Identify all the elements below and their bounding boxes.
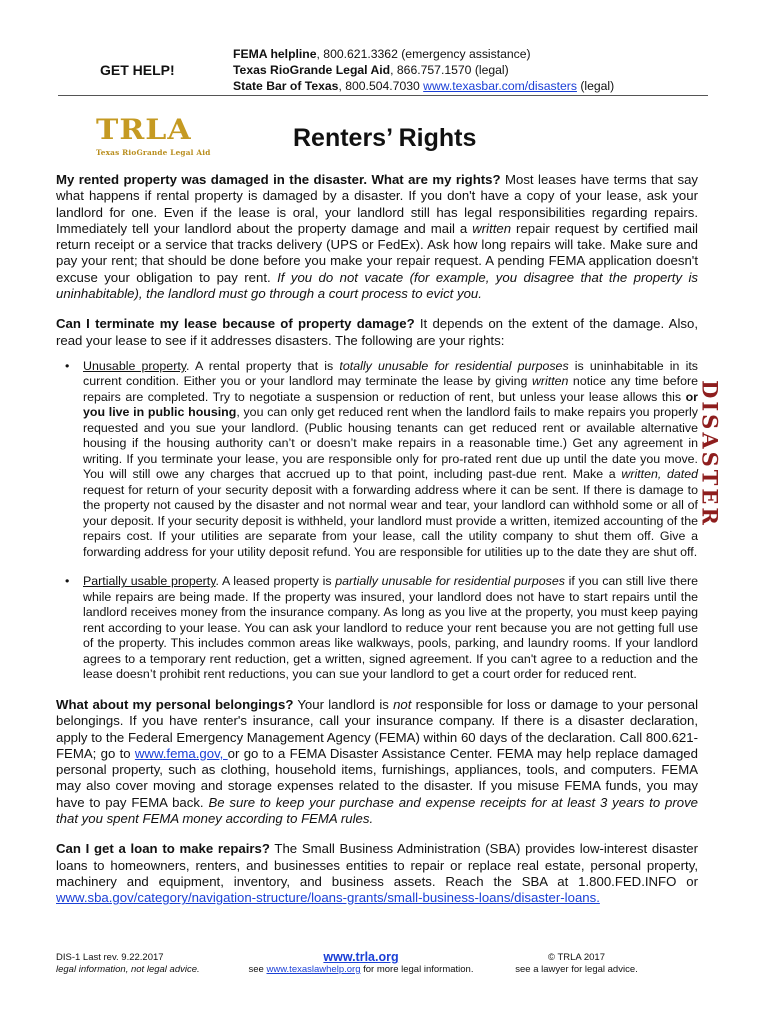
belongings-text-3: or go to a FEMA Disaster Assistance Center. FEMA may help replace damaged personal property, such as clothing, household items, furnishings, appliances, tools, and computers. FEMA may also cover moving and storage expenses related to the disaster. If you misuse FEMA funds, you may have to pay FEMA back.	[56, 745, 698, 810]
footer-right	[504, 952, 649, 976]
fema-link[interactable]: www.fema.gov,	[134, 745, 228, 761]
loan-question: Can I get a loan to make repairs?	[56, 841, 270, 857]
unusable-text-2: is uninhabitable in its current condition. Either you or your landlord may terminate the lease by giving	[83, 358, 698, 389]
loan-paragraph	[56, 841, 698, 906]
logo-tagline: Texas RioGrande Legal Aid	[96, 148, 211, 157]
contact-suffix: (legal)	[576, 79, 615, 93]
partial-label: Partially usable property	[83, 574, 216, 589]
copyright: © TRLA 2017	[548, 952, 605, 963]
rights-text-2: repair request by certified mail return receipt or a service that tracks delivery (UPS or FedEx). Ask how long repairs will take. Make sure and pay your rent; that should be done before you make your repair request. A pending FEMA application doesn't excuse your obligation to pay rent.	[56, 220, 698, 285]
unusable-text-3: notice any time before repairs are completed. Try to negotiate a suspension or reduction of rent, but unless your lease allows this	[83, 374, 698, 404]
rights-question: My rented property was damaged in the disaster. What are my rights?	[56, 172, 501, 187]
footer-more-info	[231, 964, 491, 976]
loan-text: The Small Business Administration (SBA) provides low-interest disaster loans to homeowners, renters, and businesses entities to repair or replace real estate, personal property, machinery and equipment, inventory, and business assets. Reach the SBA at 1.800.FED.INFO or	[56, 841, 698, 889]
terminate-paragraph	[56, 316, 698, 349]
document-body	[56, 172, 698, 921]
rights-paragraph	[56, 172, 698, 302]
contact-list	[233, 46, 614, 94]
unusable-text: . A rental property that is	[186, 358, 340, 373]
terminate-text: It depends on the extent of the damage. Also, read your lease to see if it addresses disasters. The following are your rights:	[56, 316, 698, 348]
contact-details: , 800.621.3362 (emergency assistance)	[316, 47, 531, 61]
unusable-bold: or you live in public housing	[83, 389, 698, 420]
partial-text: . A leased property is	[215, 574, 336, 589]
footer-center	[231, 952, 491, 976]
disclaimer-left: legal information, not legal advice.	[56, 964, 200, 975]
logo-wordmark: TRLA	[96, 114, 192, 147]
list-item-partial	[65, 574, 698, 683]
trla-site-link[interactable]: www.trla.org	[323, 950, 399, 964]
contact-fema	[233, 46, 614, 62]
contact-name: State Bar of Texas	[233, 79, 339, 93]
rights-text: Most leases have terms that say what happens if rental property is damaged by a disaster. If you don't have a copy of your lease, ask your landlord for one. Even if the lease is oral, your landlord still has legal responsibilities regarding repairs. Immediately tell your landlord about the property damage and mail a	[56, 172, 699, 236]
list-item-unusable	[65, 358, 699, 561]
rights-list	[56, 359, 698, 683]
unusable-emphasis-2: written	[531, 374, 569, 389]
contact-state-bar	[233, 78, 614, 94]
trla-logo	[96, 114, 232, 157]
page-title: Renters’ Rights	[293, 124, 477, 152]
bullet-icon: •	[65, 358, 70, 373]
belongings-text-2: responsible for loss or damage to your personal belongings. If you have renter's insurance, call your insurance company. If there is a disaster declaration, apply to the Federal Emergency Management Agency (FEMA) within 60 days of the declaration. Call 800.621-FEMA; go to	[56, 696, 699, 761]
contact-name: Texas RioGrande Legal Aid	[233, 63, 391, 77]
belongings-text: Your landlord is	[293, 696, 394, 712]
header-divider	[58, 95, 708, 96]
contact-details: , 866.757.1570 (legal)	[390, 63, 509, 77]
side-label-text: DISASTER	[697, 380, 723, 528]
texaslawhelp-link[interactable]: www.texaslawhelp.org	[266, 964, 361, 975]
belongings-emphasis-2: Be sure to keep your purchase and expense receipts for at least 3 years to prove that you spent FEMA money according to FEMA rules.	[56, 794, 699, 827]
rights-emphasis: written	[472, 220, 512, 236]
belongings-question: What about my personal belongings?	[56, 696, 294, 712]
bullet-icon: •	[65, 574, 70, 589]
sba-link[interactable]: www.sba.gov/category/navigation-structure/loans-grants/small-business-loans/disaster-loans.	[56, 890, 600, 906]
unusable-label: Unusable property	[83, 358, 187, 373]
unusable-text-5: request for return of your security deposit with a forwarding address where it can be sent. If there is damage to the property not caused by the disaster and not normal wear and tear, your landlord can withhold some or all of your deposit. If your security deposit is withheld, your landlord must provide a written, itemized accounting of the repairs cost. If your utilities are separate from your lease, call the utility company to shut them off. Give a forwarding address for your utility deposit refund. You are responsible for utilities up to the date they are shut off.	[83, 482, 698, 559]
unusable-text-4: , you can only get reduced rent when the landlord fails to make repairs you properly requested and you sue your landlord. (Public housing tenants can get reduced rent or available alternative housing if the housing authority can’t or doesn’t make repairs in a reasonable time.) Get any agreement in writing. If you terminate your lease, you are responsible only for pro-rated rent due up until the date you move. You will still owe any charges that accrued up to that point, including past-due rent. Make a	[83, 405, 699, 482]
contact-details: , 800.504.7030	[338, 79, 424, 93]
partial-text-2: if you can still live there while repairs are being made. If the property was insured, your landlord does not have to start repairs until the landlord receives money from the insurance company. As long as you live at the property, you must keep paying rent according to your lease. You can ask your landlord to reduce your rent because you are not getting full use of the property. This includes common areas like walkways, pools, parking, and laundry rooms. If your landlord agrees to a temporary rent reduction, get a written, signed agreement. If you can't agree to a reduction and the lease doesn’t prohibit rent reductions, you can sue your landlord to get a court order for reduced rent.	[83, 574, 698, 682]
texasbar-link[interactable]: www.texasbar.com/disasters	[423, 79, 577, 93]
unusable-emphasis-3: written, dated	[621, 467, 699, 482]
footer-left	[56, 952, 200, 976]
footer-more-pre: see	[248, 964, 267, 975]
rights-emphasis-2: If you do not vacate (for example, you disagree that the property is uninhabitable), the landlord must go through a court process to evict you.	[56, 269, 698, 302]
terminate-question: Can I terminate my lease because of property damage?	[56, 316, 415, 332]
belongings-emphasis: not	[393, 696, 412, 712]
contact-name: FEMA helpline	[233, 47, 317, 61]
disclaimer-right: see a lawyer for legal advice.	[515, 964, 638, 975]
revision-info: DIS-1 Last rev. 9.22.2017	[56, 952, 164, 963]
partial-emphasis: partially unusable for residential purposes	[335, 574, 565, 589]
footer-more-post: for more legal information.	[360, 964, 474, 975]
contact-trla	[233, 62, 614, 78]
belongings-paragraph	[56, 697, 698, 827]
unusable-emphasis: totally unusable for residential purposes	[339, 358, 569, 373]
get-help-label: GET HELP!	[100, 62, 175, 78]
